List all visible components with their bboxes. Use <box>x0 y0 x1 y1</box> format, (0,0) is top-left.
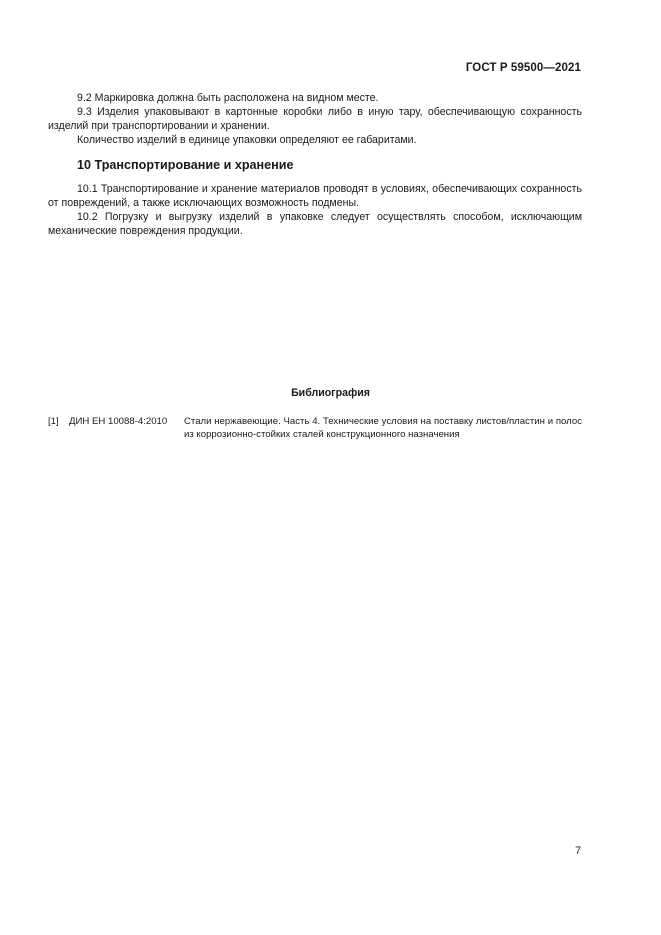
paragraph-packaging-quantity: Количество изделий в единице упаковки определяют ее габаритами. <box>77 134 417 146</box>
standard-code: ГОСТ Р 59500—2021 <box>465 62 581 74</box>
bibliography-entry-description: Стали нержавеющие. Часть 4. Технические условия на поставку листов/пластин и полос из коррозионно-стойких сталей конструкционного назначения <box>184 416 582 440</box>
bibliography-title: Библиография <box>291 387 370 399</box>
section-10-title: 10 Транспортирование и хранение <box>77 158 294 172</box>
bibliography-entry-code: ДИН ЕН 10088-4:2010 <box>69 416 168 427</box>
paragraph-9-2: 9.2 Маркировка должна быть расположена на видном месте. <box>77 92 379 104</box>
bibliography-entry-number: [1] <box>48 416 59 427</box>
paragraph-10-1: 10.1 Транспортирование и хранение материалов проводят в условиях, обеспечивающих сохранность от повреждений, а также исключающих возможность подмены. <box>48 183 582 209</box>
document-body <box>48 91 582 238</box>
paragraph-9-3: 9.3 Изделия упаковывают в картонные коробки либо в иную тару, обеспечивающую сохранность изделий при транспортировании и хранении. <box>48 106 582 132</box>
bibliography-entry <box>48 415 582 441</box>
page-number: 7 <box>575 845 581 857</box>
paragraph-10-2: 10.2 Погрузку и выгрузку изделий в упаковке следует осуществлять способом, исключающим механические повреждения продукции. <box>48 211 582 237</box>
